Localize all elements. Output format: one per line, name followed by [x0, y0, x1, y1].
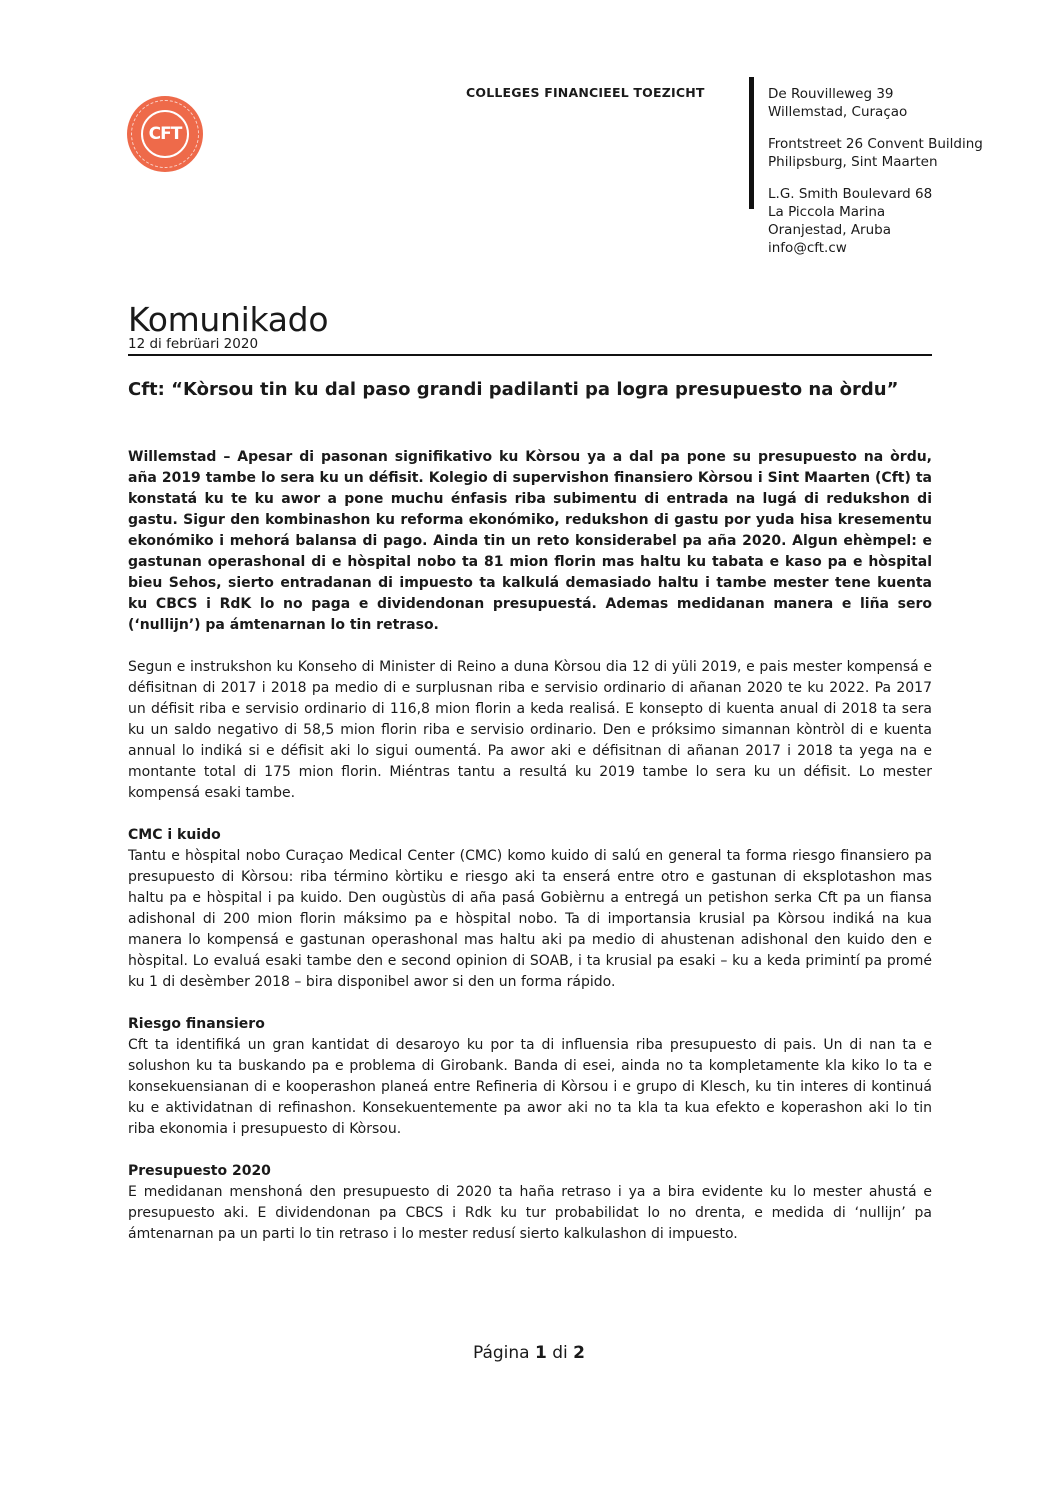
section-body-riesgo: Cft ta identifiká un gran kantidat di desaroyo ku por ta di influensia riba presupuesto di pais. Un di nan ta e solushon ku ta buskando pa e problema di Girobank. Banda di esei, ainda no ta kompletamente kla kiko lo ta e konsekuensianan di e kooperashon planeá entre Refineria di Kòrsou i e grupo di Klesch, ku tin interes di kontinuá ku e aktividatnan di refinashon. Konsekuentemente pa awor aki no ta kla ta kua efekto e koperashon aki lo tin riba ekonomia i presupuesto di Kòrsou. — [128, 1037, 932, 1137]
page-label: Página — [472, 1343, 530, 1363]
page-footer — [0, 1343, 1058, 1363]
header-divider — [749, 77, 754, 209]
organization-name: COLLEGES FINANCIEEL TOEZICHT — [466, 85, 705, 100]
section-heading-cmc: CMC i kuido — [128, 827, 221, 843]
address-aruba — [768, 185, 983, 257]
address-line: Frontstreet 26 Convent Building — [768, 136, 983, 152]
section-body-presupuesto: E medidanan menshoná den presupuesto di 2020 ta haña retraso i ya a bira evidente ku lo mester ahustá e presupuesto aki. E dividendonan pa CBCS i Rdk ku tur probabilidat lo no drenta, e medida di ‘nullijn’ pa ámtenarnan pa un parti lo tin retraso i lo mester redusí sierto kalkulashon di impuesto. — [128, 1184, 932, 1242]
address-sint-maarten — [768, 135, 983, 171]
email-link[interactable]: info@cft.cw — [768, 240, 847, 256]
title-rule — [128, 354, 932, 356]
section-heading-riesgo: Riesgo finansiero — [128, 1016, 265, 1032]
intro-paragraph: Segun e instrukshon ku Konseho di Minister di Reino a duna Kòrsou dia 12 di yüli 2019, e pais mester kompensá e défisitnan di 2017 i 2018 pa medio di e surplusnan riba e servisio ordinario di añanan 2020 te ku 2022. Pa 2017 un défisit riba e servisio ordinario di 116,8 mion florin a keda realisá. E konsepto di kuenta anual di 2018 ta sera ku un saldo negativo di 58,5 mion florin riba e servisio ordinario. Den e próksimo simannan kòntròl di e kuenta annual lo indiká si e défisit aki lo sigui oumentá. Pa awor aki e défisitnan di añanan 2017 i 2018 ta yega na e montante total di 175 mion florin. Miéntras tantu a resultá ku 2019 tambe lo sera ku un défisit. Lo mester kompensá esaki tambe. — [128, 659, 932, 801]
page-total: 2 — [573, 1343, 586, 1363]
section-heading-presupuesto: Presupuesto 2020 — [128, 1163, 271, 1179]
address-line: Oranjestad, Aruba — [768, 222, 891, 238]
logo-text: CFT — [141, 110, 189, 158]
document-date: 12 di febrüari 2020 — [128, 336, 259, 352]
address-line: La Piccola Marina — [768, 204, 886, 220]
document-title: Komunikado — [128, 300, 329, 339]
lead-paragraph: Willemstad – Apesar di pasonan signifikativo ku Kòrsou ya a dal pa pone su presupuesto na òrdu, aña 2019 tambe lo sera ku un défisit. Kolegio di supervishon finansiero Kòrsou i Sint Maarten (Cft) ta konstatá ku te ku awor a pone muchu énfasis riba subimentu di entrada na lugá di redukshon di gastu. Sigur den kombinashon ku reforma ekonómiko, redukshon di gastu por yuda hisa kresementu ekonómiko i mehorá balansa di pago. Ainda tin un reto konsiderabel pa aña 2020. Algun ehèmpel: e gastunan operashonal di e hòspital nobo ta 81 mion florin mas haltu ku tabata e kaso pa e hòspital bieu Sehos, sierto entradanan di impuesto ta kalkulá demasiado haltu i tambe mester tene kuenta ku CBCS i RdK lo no paga e dividendonan presupuestá. Ademas medidanan manera e liña sero (‘nullijn’) pa ámtenarnan lo tin retraso. — [128, 449, 932, 633]
address-line: Willemstad, Curaçao — [768, 104, 908, 120]
section-body-cmc: Tantu e hòspital nobo Curaçao Medical Center (CMC) komo kuido di salú en general ta forma riesgo finansiero pa presupuesto di Kòrsou: riba término kòrtiku e riesgo aki ta enserá entre otro e gastunan di eksplotashon mas haltu pa e hòspital i pa kuido. Den ougùstùs di aña pasá Gobièrnu a entregá un petishon serka Cft pa un fiansa adishonal di 200 mion florin máksimo pa e hòspital nobo. Ta di importansia krusial pa Kòrsou indiká na kua manera lo kompensá e gastunan operashonal mas haltu aki pa medio di ahustenan adishonal den kuido den e hòspital. Lo evaluá esaki tambe den e second opinion di SOAB, i ta krusial pa esaki – ku a keda primintí pa promé ku 1 di desèmber 2018 – bira disponibel awor si den un forma rápido. — [128, 848, 932, 990]
headline: Cft: “Kòrsou tin ku dal paso grandi padilanti pa logra presupuesto na òrdu” — [128, 379, 899, 400]
document-body — [128, 447, 932, 1266]
address-line: Philipsburg, Sint Maarten — [768, 154, 938, 170]
address-curacao — [768, 85, 983, 121]
address-block — [768, 85, 983, 271]
logo-ring — [131, 100, 199, 168]
cft-logo — [127, 96, 203, 172]
of-label: di — [552, 1343, 568, 1363]
address-line: L.G. Smith Boulevard 68 — [768, 186, 933, 202]
address-line: De Rouvilleweg 39 — [768, 86, 894, 102]
page-number: 1 — [535, 1343, 547, 1363]
